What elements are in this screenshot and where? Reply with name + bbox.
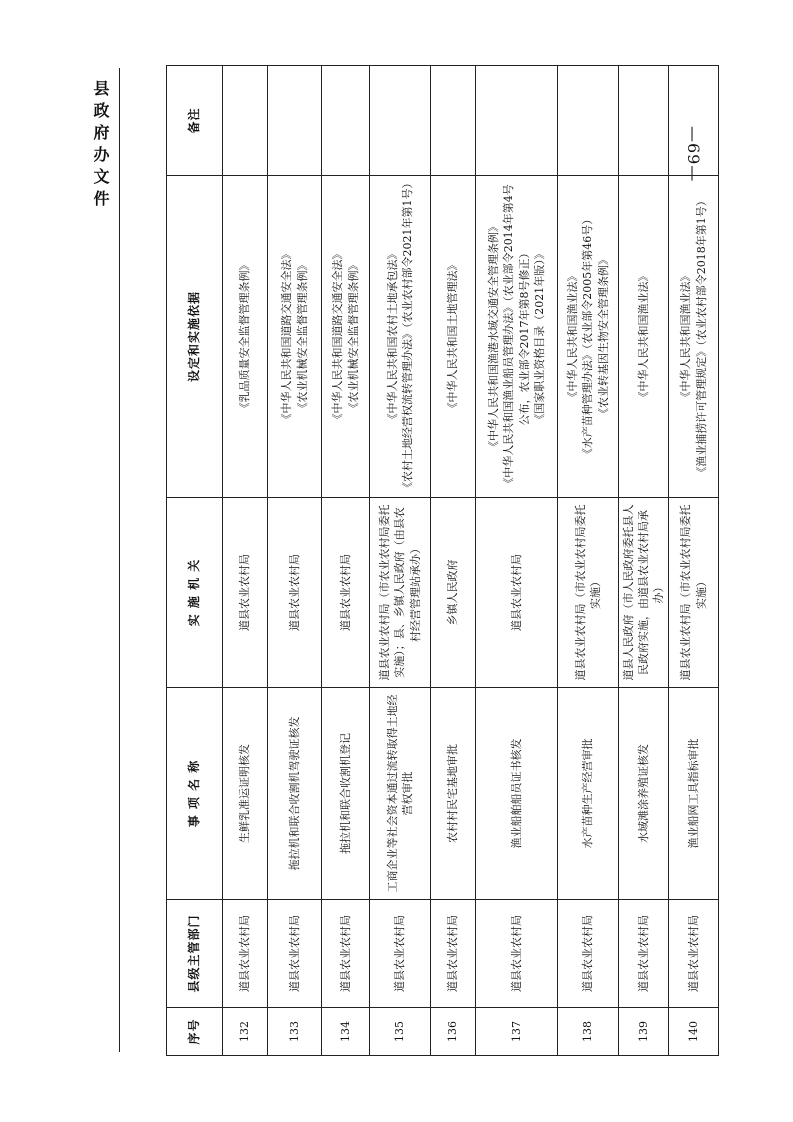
basis-line: 《中华人民共和国道路交通安全法》 (331, 248, 345, 425)
basis-line: 《中华人民共和国渔港水域交通安全管理条例》 (487, 221, 501, 452)
cell-seq: 137 (476, 1008, 558, 1056)
basis-line: 《农业机械安全监督管理条例》 (295, 259, 309, 414)
table-row (370, 66, 431, 1056)
table-row (476, 66, 558, 1056)
cell-dept: 道县农业农村局 (268, 900, 322, 1008)
cell-note (558, 66, 619, 176)
basis-line: 《中华人民共和国渔业船员管理办法》（农业部令2014年第4号公布，农业部令2017年第8号修正） (502, 184, 531, 489)
header-note: 备注 (167, 66, 223, 176)
cell-note (223, 66, 268, 176)
table-header-row (167, 66, 223, 1056)
table-row (558, 66, 619, 1056)
cell-note (619, 66, 669, 176)
cell-agency: 道县农业农村局 (476, 498, 558, 688)
basis-line: 《中华人民共和国道路交通安全法》 (280, 248, 294, 425)
document-header-title: 县政府办文件 (91, 80, 110, 212)
cell-item-name: 水产苗种生产经营审批 (558, 688, 619, 900)
cell-seq: 139 (619, 1008, 669, 1056)
cell-seq: 135 (370, 1008, 431, 1056)
cell-seq: 133 (268, 1008, 322, 1056)
cell-basis (619, 176, 669, 498)
cell-dept: 道县农业农村局 (431, 900, 476, 1008)
basis-line: 《中华人民共和国渔业法》 (636, 270, 650, 403)
table-row (619, 66, 669, 1056)
header-dept: 县级主管部门 (167, 900, 223, 1008)
header-divider-line (119, 68, 120, 1052)
table-row (322, 66, 370, 1056)
basis-line: 《农村土地经营权流转管理办法》（农业农村部令2021年第1号） (401, 177, 414, 493)
cell-agency: 道县人民政府（市人民政府委托县人民政府实施，由道县农业农村局承办） (619, 498, 669, 688)
cell-agency: 道县农业农村局 (322, 498, 370, 688)
cell-agency: 道县农业农村局（市农业农村局委托实施）；县、乡镇人民政府（由县农村经营管理站承办） (370, 498, 431, 688)
cell-item-name: 生鲜乳准运证明核发 (223, 688, 268, 900)
header-basis: 设定和实施依据 (167, 176, 223, 498)
basis-line: 《中华人民共和国农村土地承包法》 (385, 248, 399, 425)
cell-item-name: 水域滩涂养殖证核发 (619, 688, 669, 900)
cell-basis (558, 176, 619, 498)
table-row (669, 66, 719, 1056)
cell-agency: 道县农业农村局（市农业农村局委托实施） (669, 498, 719, 688)
page-number: —69— (684, 126, 703, 183)
cell-seq: 136 (431, 1008, 476, 1056)
table-row (223, 66, 268, 1056)
cell-dept: 道县农业农村局 (476, 900, 558, 1008)
table-row (268, 66, 322, 1056)
table-body (223, 66, 719, 1056)
cell-seq: 134 (322, 1008, 370, 1056)
cell-dept: 道县农业农村局 (669, 900, 719, 1008)
cell-basis (268, 176, 322, 498)
cell-dept: 道县农业农村局 (558, 900, 619, 1008)
basis-line: 《水产苗种管理办法》（农业部令2005年第46号） (581, 213, 595, 460)
basis-line: 《中华人民共和国渔业法》 (566, 270, 580, 403)
cell-note (370, 66, 431, 176)
cell-seq: 138 (558, 1008, 619, 1056)
header-seq: 序号 (167, 1008, 223, 1056)
cell-dept: 道县农业农村局 (223, 900, 268, 1008)
cell-basis (669, 176, 719, 498)
cell-agency: 道县农业农村局 (223, 498, 268, 688)
cell-agency: 道县农业农村局 (268, 498, 322, 688)
cell-note (669, 66, 719, 176)
cell-agency: 乡镇人民政府 (431, 498, 476, 688)
cell-agency: 道县农业农村局（市农业农村局委托实施） (558, 498, 619, 688)
basis-line: 《乳品质量安全监督管理条例》 (238, 259, 252, 414)
cell-item-name: 拖拉机和联合收割机驾驶证核发 (268, 688, 322, 900)
cell-dept: 道县农业农村局 (619, 900, 669, 1008)
cell-note (322, 66, 370, 176)
cell-item-name: 渔业船网工具指标审批 (669, 688, 719, 900)
basis-line: 《中华人民共和国渔业法》 (679, 270, 693, 403)
header-agency: 实 施 机 关 (167, 498, 223, 688)
cell-item-name: 拖拉机和联合收割机登记 (322, 688, 370, 900)
cell-item-name: 工商企业等社会资本通过流转取得土地经营权审批 (370, 688, 431, 900)
cell-dept: 道县农业农村局 (322, 900, 370, 1008)
cell-basis (431, 176, 476, 498)
cell-basis (223, 176, 268, 498)
header-name: 事 项 名 称 (167, 688, 223, 900)
cell-note (268, 66, 322, 176)
cell-basis (476, 176, 558, 498)
basis-line: 《渔业捕捞许可管理规定》（农业农村部令2018年第1号） (694, 195, 708, 478)
cell-item-name: 农村村民宅基地审批 (431, 688, 476, 900)
cell-dept: 道县农业农村局 (370, 900, 431, 1008)
administrative-items-table (166, 65, 719, 1056)
basis-line: 《农业机械安全监督管理条例》 (346, 259, 360, 414)
basis-line: 《农业转基因生物安全管理条例》 (596, 254, 610, 419)
cell-seq: 140 (669, 1008, 719, 1056)
cell-note (431, 66, 476, 176)
cell-seq: 132 (223, 1008, 268, 1056)
basis-line: 《国家职业资格目录（2021年版）》 (532, 248, 546, 425)
cell-basis (322, 176, 370, 498)
table-row (431, 66, 476, 1056)
basis-line: 《中华人民共和国土地管理法》 (446, 259, 460, 414)
cell-basis (370, 176, 431, 498)
cell-note (476, 66, 558, 176)
cell-item-name: 渔业船舶船员证书核发 (476, 688, 558, 900)
